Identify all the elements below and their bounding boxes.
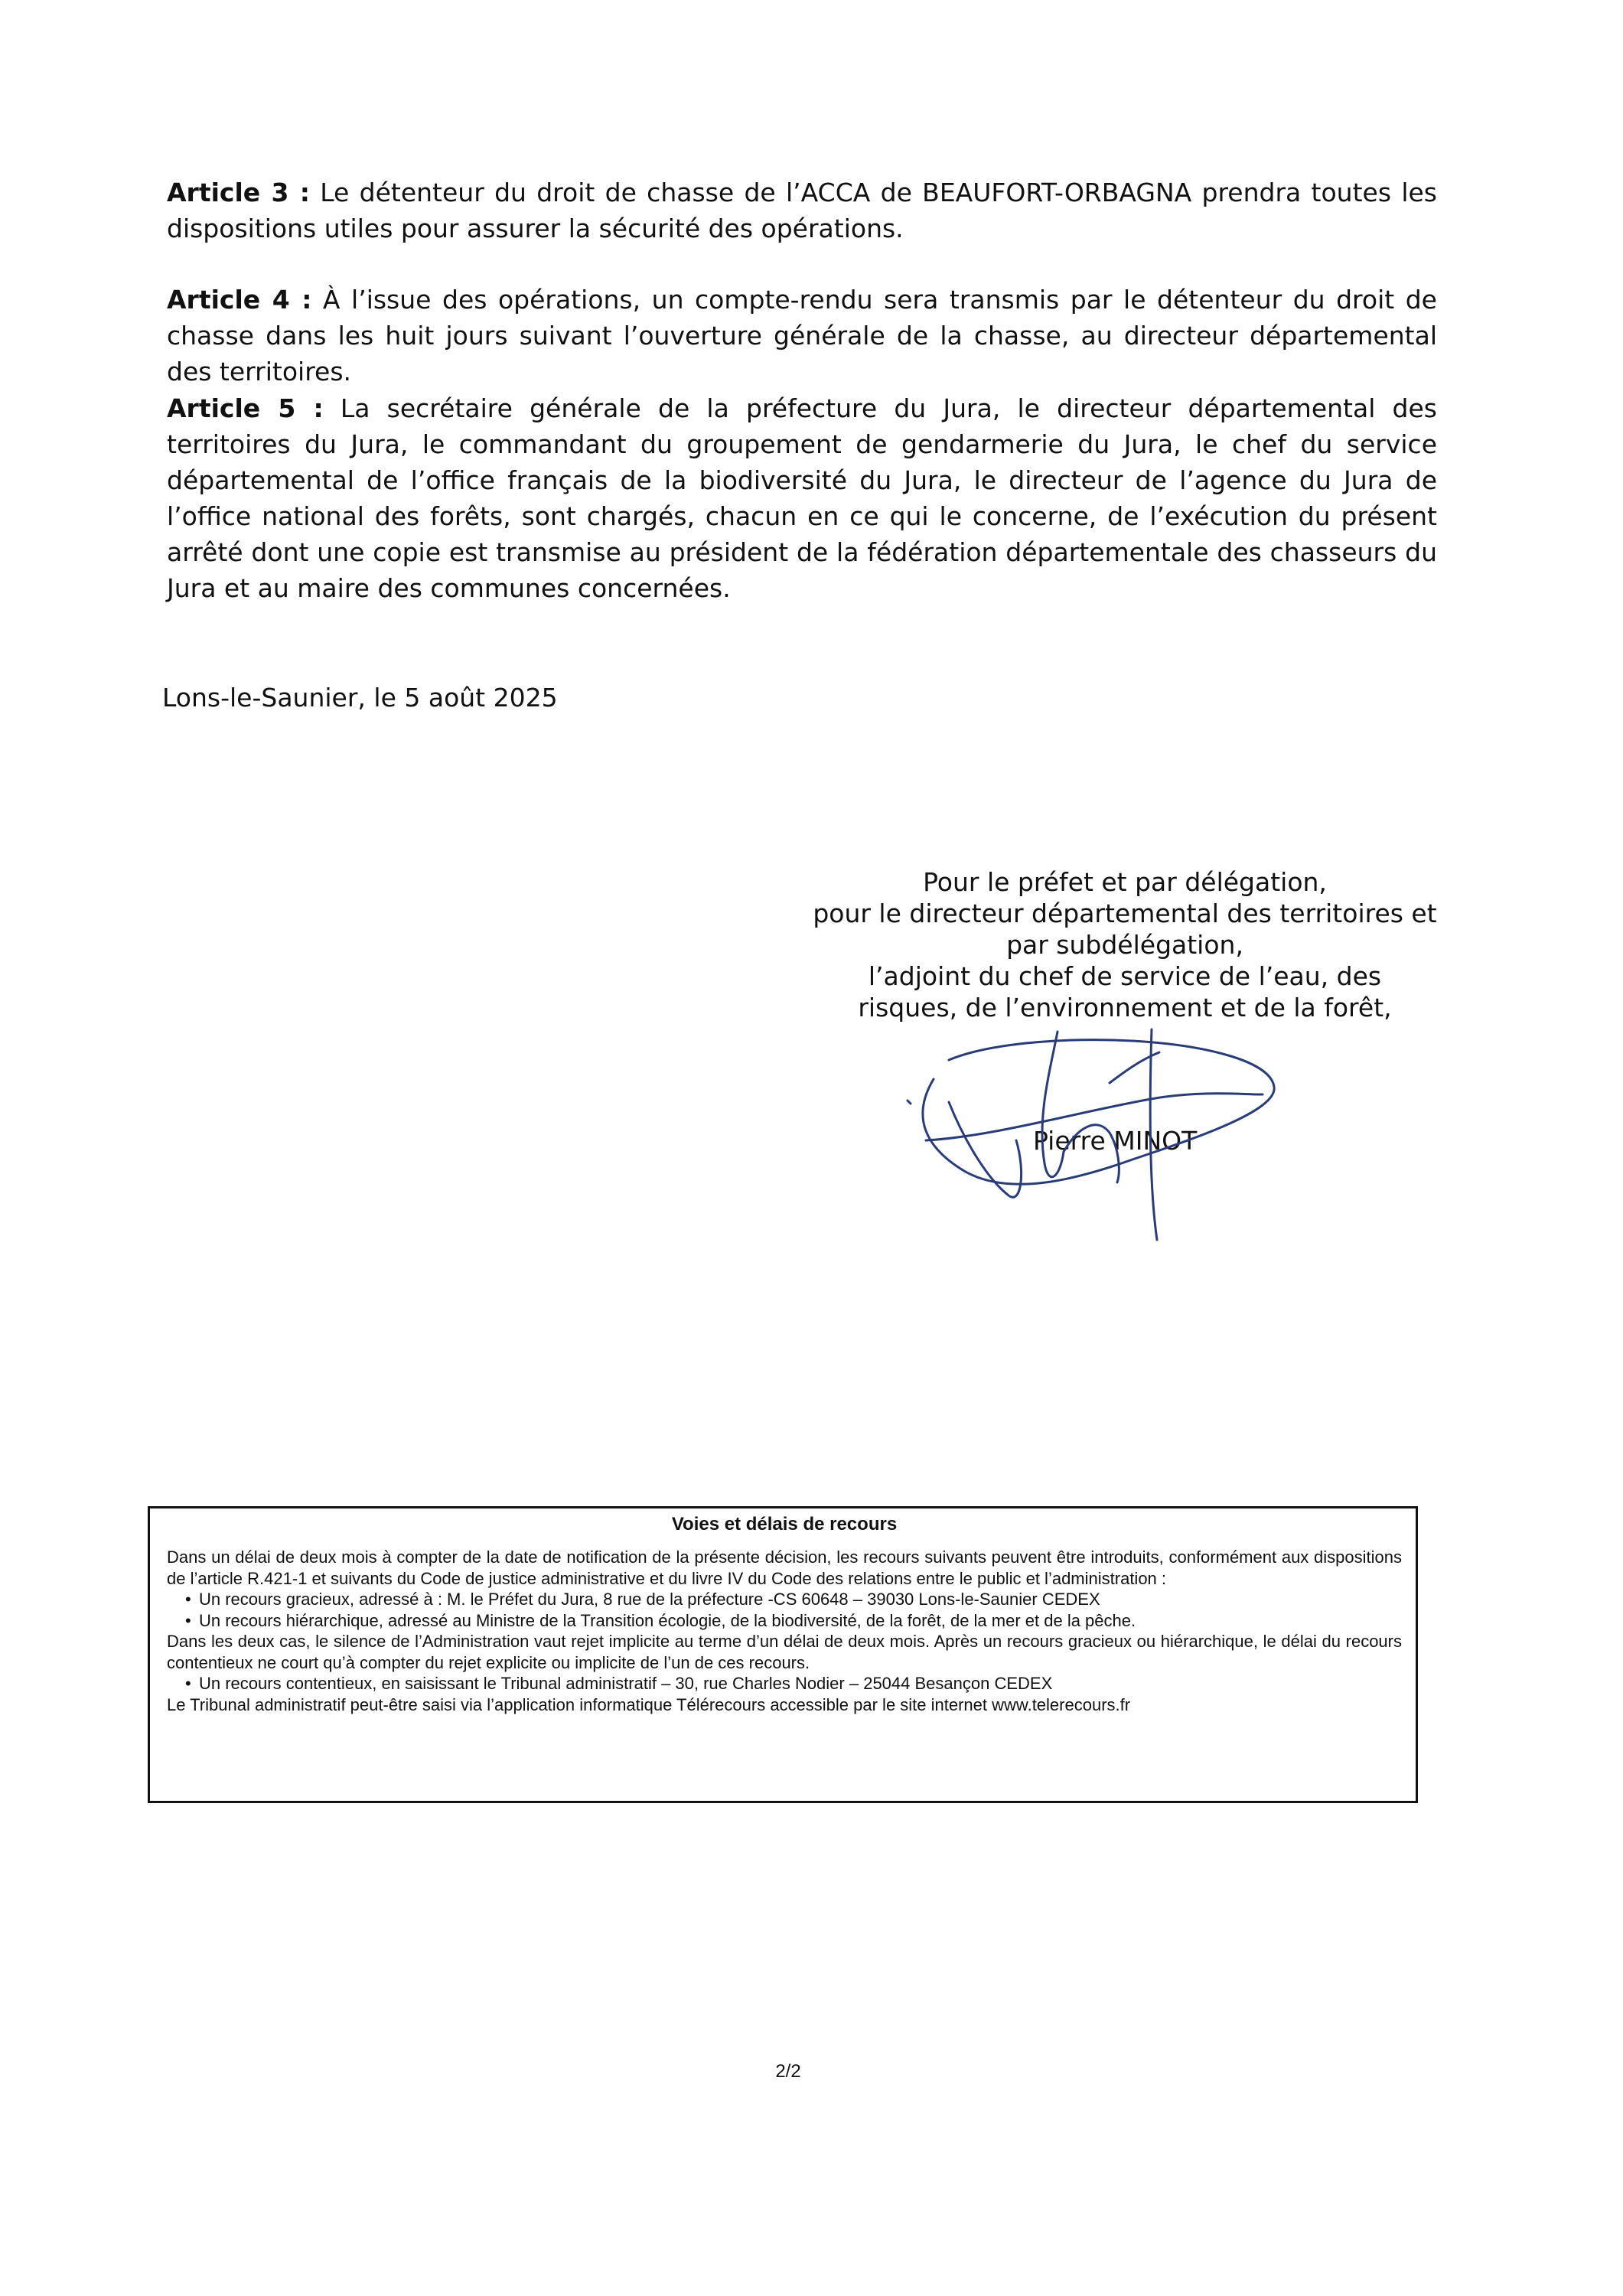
- signature-stroke-tail: [1150, 1029, 1157, 1240]
- article-5: [167, 390, 1437, 606]
- bullet-icon: •: [185, 1674, 191, 1693]
- remedies-bullet-hierarchical-text: Un recours hiérarchique, adressé au Ministre de la Transition écologie, de la biodiversité, de la forêt, de la mer et de la pêche.: [199, 1610, 1136, 1630]
- signature-line-5: risques, de l’environnement et de la forêt,: [858, 993, 1392, 1022]
- place-date: Lons-le-Saunier, le 5 août 2025: [162, 683, 558, 713]
- article-5-text: La secrétaire générale de la préfecture du Jura, le directeur départemental des territoires du Jura, le commandant du groupement de gendarmerie du Jura, le chef du service départemental de l’office français de la biodiversité du Jura, le directeur de l’agence du Jura de l’office national des forêts, sont chargés, chacun en ce qui le concerne, de l’exécution du présent arrêté dont une copie est transmise au président de la fédération départementale des chasseurs du Jura et au maire des communes concernées.: [167, 393, 1437, 603]
- article-5-label: Article 5 :: [167, 393, 324, 423]
- remedies-bullet-gracious-text: Un recours gracieux, adressé à : M. le Préfet du Jura, 8 rue de la préfecture -CS 60648 – 39030 Lons-le-Saunier CEDEX: [199, 1590, 1100, 1609]
- signature-line-1: Pour le préfet et par délégation,: [923, 867, 1327, 897]
- article-4-label: Article 4 :: [167, 285, 312, 315]
- article-3-text: Le détenteur du droit de chasse de l’ACCA de BEAUFORT-ORBAGNA prendra toutes les dispositions utiles pour assurer la sécurité des opérations.: [167, 178, 1437, 243]
- handwritten-signature: [880, 987, 1309, 1217]
- signature-line-4: l’adjoint du chef de service de l’eau, des: [868, 961, 1382, 991]
- bullet-icon: •: [185, 1610, 191, 1630]
- signature-stroke-dot: [908, 1101, 911, 1104]
- signatory-name: Pierre MINOT: [1033, 1126, 1198, 1156]
- remedies-footer: Le Tribunal administratif peut-être saisi via l’application informatique Télérecours accessible par le site internet www.telerecours.fr: [167, 1694, 1131, 1714]
- signature-line-2: pour le directeur départemental des territoires et: [813, 899, 1437, 928]
- article-4-text: À l’issue des opérations, un compte-rendu sera transmis par le détenteur du droit de chasse dans les huit jours suivant l’ouverture générale de la chasse, au directeur départemental des territoires.: [167, 285, 1437, 386]
- signature-line-3: par subdélégation,: [1006, 930, 1243, 960]
- remedies-bullet-hierarchical: [167, 1610, 1402, 1632]
- article-3-label: Article 3 :: [167, 178, 310, 207]
- signature-stroke-l: [1042, 1032, 1064, 1177]
- signature-stroke-loop: [923, 1040, 1274, 1185]
- page-number: 2/2: [775, 2061, 801, 2082]
- signature-stroke-sweep: [926, 1094, 1263, 1140]
- article-3: [167, 174, 1437, 246]
- bullet-icon: •: [185, 1590, 191, 1609]
- remedies-bullet-contentious: [167, 1673, 1402, 1694]
- remedies-bullet-contentious-text: Un recours contentieux, en saisissant le Tribunal administratif – 30, rue Charles Nodier – 25044 Besançon CEDEX: [199, 1674, 1053, 1693]
- remedies-box: [148, 1506, 1418, 1803]
- article-4: [167, 282, 1437, 390]
- remedies-title: Voies et délais de recours: [671, 1514, 898, 1534]
- remedies-intro: Dans un délai de deux mois à compter de la date de notification de la présente décision, les recours suivants peuvent être introduits, conformément aux dispositions de l’article R.421-1 et suivants du Code de justice administrative et du livre IV du Code des relations entre le public et l’administration :: [167, 1548, 1402, 1588]
- remedies-bullet-gracious: [167, 1589, 1402, 1610]
- remedies-middle: Dans les deux cas, le silence de l’Administration vaut rejet implicite au terme d’un délai de deux mois. Après un recours gracieux ou hiérarchique, le délai du recours contentieux ne court qu’à compter du rejet explicite ou implicite de l’un de ces recours.: [167, 1632, 1402, 1672]
